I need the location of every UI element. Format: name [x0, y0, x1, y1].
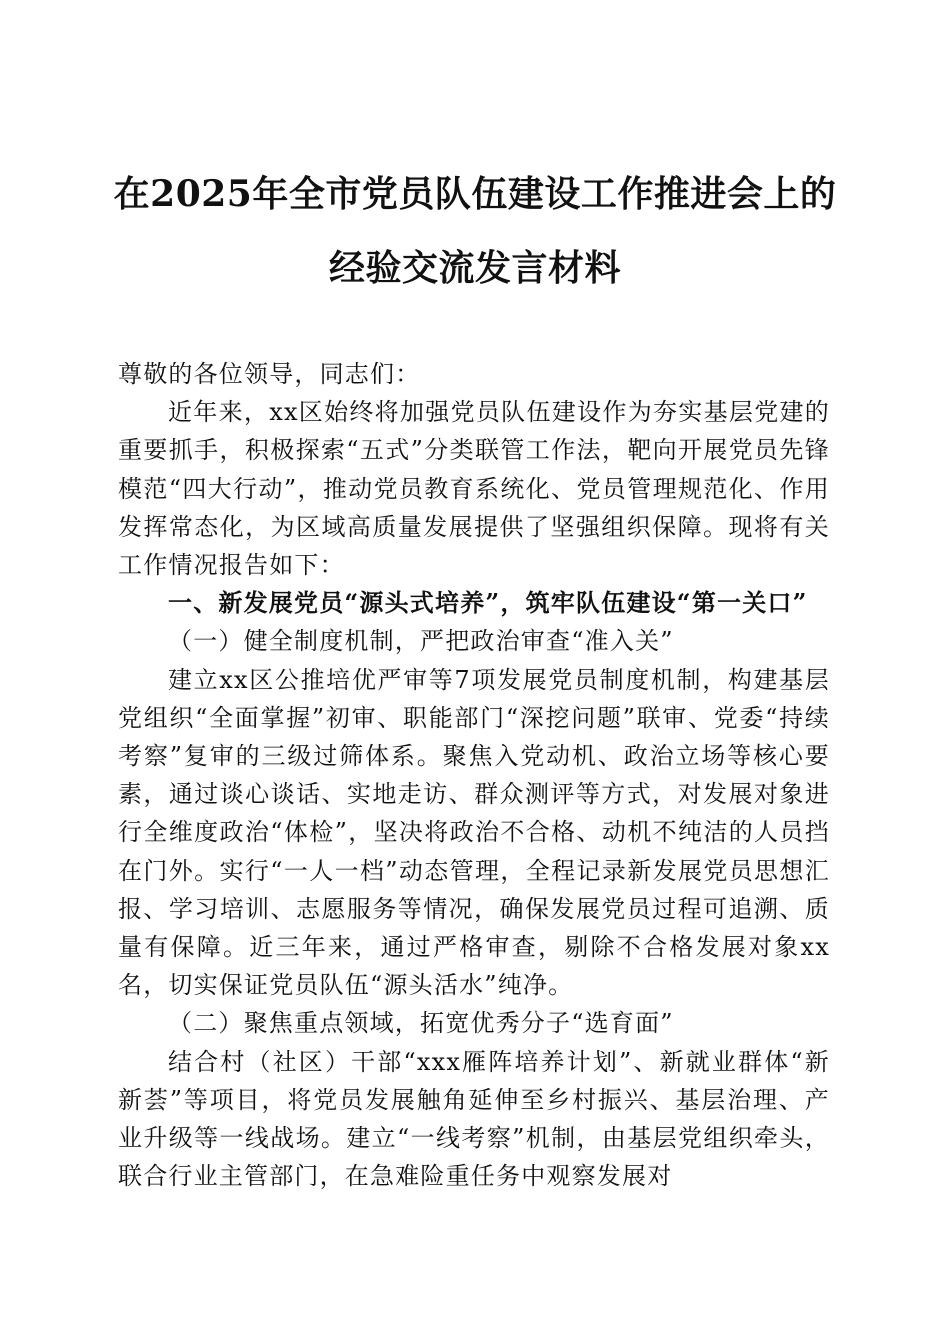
subsection-1-heading: （一）健全制度机制，严把政治审查“准入关” — [168, 627, 674, 656]
salutation: 尊敬的各位领导，同志们： — [118, 360, 421, 388]
document-body — [118, 355, 830, 1195]
document-title-line-2: 经验交流发言材料 — [328, 247, 621, 289]
subsection-2-paragraph: 结合村（社区）干部“xxx雁阵培养计划”、新就业群体“新新荟”等项目，将党员发展触角延伸至乡村振兴、基层治理、产业升级等一线战场。建立“一线考察”机制，由基层党组织牵头，联合行业主管部门，在急难险重任务中观察发展对 — [118, 1047, 830, 1191]
intro-paragraph: 近年来，xx区始终将加强党员队伍建设作为夯实基层党建的重要抓手，积极探索“五式”分类联管工作法，靶向开展党员先锋模范“四大行动”，推动党员教育系统化、党员管理规范化、作用发挥常态化，为区域高质量发展提供了坚强组织保障。现将有关工作情况报告如下： — [118, 398, 830, 580]
document-title-line-1: 在2025年全市党员队伍建设工作推进会上的 — [113, 173, 837, 215]
subsection-1-paragraph: 建立xx区公推培优严审等7项发展党员制度机制，构建基层党组织“全面掌握”初审、职能部门“深挖问题”联审、党委“持续考察”复审的三级过筛体系。聚焦入党动机、政治立场等核心要素，通过谈心谈话、实地走访、群众测评等方式，对发展对象进行全维度政治“体检”，坚决将政治不合格、动机不纯洁的人员挡在门外。实行“一人一档”动态管理，全程记录新发展党员思想汇报、学习培训、志愿服务等情况，确保发展党员过程可追溯、质量有保障。近三年来，通过严格审查，剔除不合格发展对象xx名，切实保证党员队伍“源头活水”纯净。 — [118, 665, 830, 1000]
section-1-heading: 一、新发展党员“源头式培养”，筑牢队伍建设“第一关口” — [168, 588, 808, 618]
subsection-2-heading: （二）聚焦重点领域，拓宽优秀分子“选育面” — [168, 1009, 674, 1038]
